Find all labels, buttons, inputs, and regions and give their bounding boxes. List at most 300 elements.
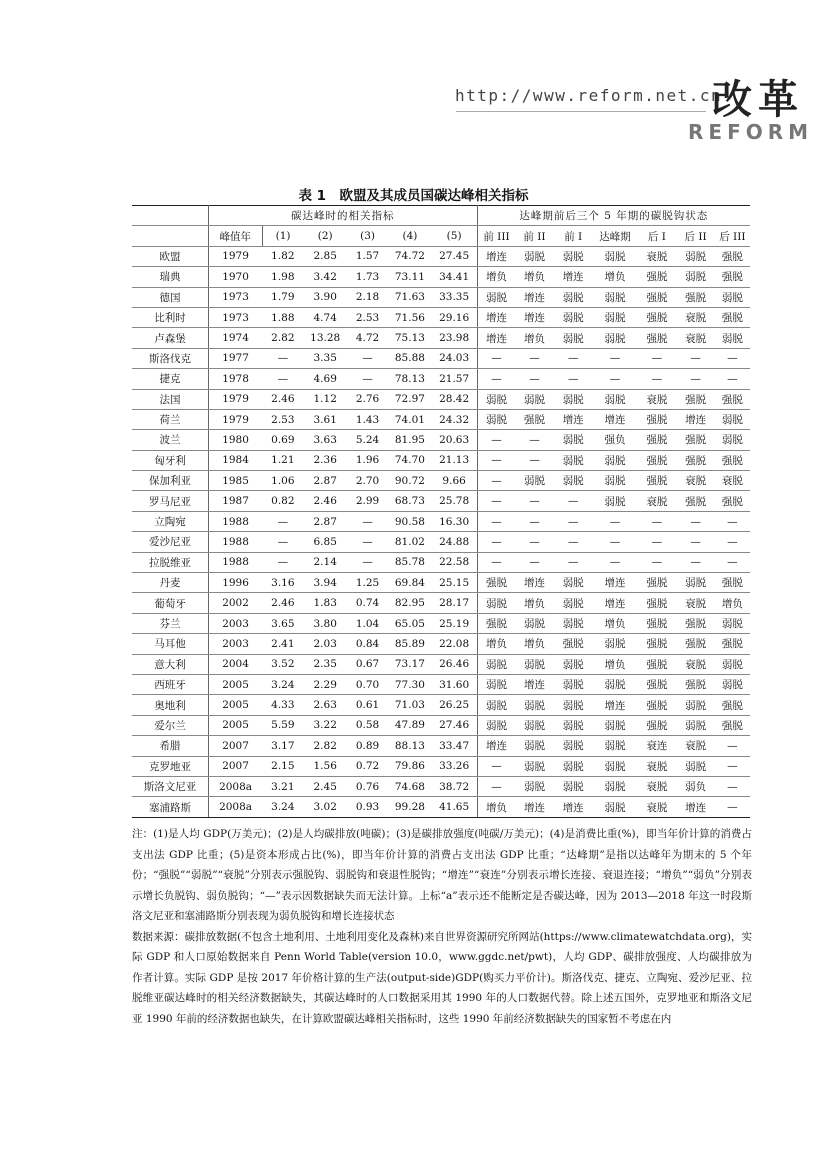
table-cell: 强脱 bbox=[637, 573, 676, 593]
table-cell: 68.73 bbox=[388, 491, 431, 511]
table-cell: 1.98 bbox=[262, 267, 303, 287]
table-cell: 1980 bbox=[208, 430, 262, 450]
table-cell: 3.94 bbox=[304, 573, 347, 593]
table-cell: 强脱 bbox=[554, 634, 593, 654]
table-cell: 3.52 bbox=[262, 654, 303, 674]
table-cell: 3.24 bbox=[262, 674, 303, 694]
table-cell: 20.63 bbox=[432, 430, 478, 450]
table-cell: 1.83 bbox=[304, 593, 347, 613]
table-cell: 9.66 bbox=[432, 471, 478, 491]
table-cell: 增连 bbox=[515, 573, 553, 593]
table-cell: — bbox=[477, 430, 515, 450]
table-cell: 弱脱 bbox=[515, 246, 553, 266]
table-cell: 强脱 bbox=[637, 430, 676, 450]
table-cell: 弱脱 bbox=[593, 776, 637, 796]
table-cell: 增连 bbox=[593, 573, 637, 593]
column-header: (3) bbox=[347, 226, 388, 246]
table-cell: — bbox=[515, 369, 553, 389]
table-cell: — bbox=[676, 348, 714, 368]
table-cell: 3.21 bbox=[262, 776, 303, 796]
table-cell: — bbox=[676, 369, 714, 389]
table-cell: 衰脱 bbox=[676, 593, 714, 613]
table-cell: 3.22 bbox=[304, 715, 347, 735]
table-cell: 增连 bbox=[593, 409, 637, 429]
table-cell: 28.17 bbox=[432, 593, 478, 613]
table-cell: 1.04 bbox=[347, 613, 388, 633]
table-cell: — bbox=[477, 511, 515, 531]
table-cell: 弱脱 bbox=[715, 409, 750, 429]
table-cell: — bbox=[477, 471, 515, 491]
table-cell: 74.72 bbox=[388, 246, 431, 266]
table-cell: 81.95 bbox=[388, 430, 431, 450]
column-header: 前 I bbox=[554, 226, 593, 246]
table-cell: 强脱 bbox=[676, 430, 714, 450]
table-cell: — bbox=[637, 511, 676, 531]
table-cell: 弱脱 bbox=[593, 756, 637, 776]
table-cell: 0.67 bbox=[347, 654, 388, 674]
column-header-row bbox=[132, 226, 750, 246]
table-row bbox=[132, 776, 750, 796]
table-cell: 0.72 bbox=[347, 756, 388, 776]
table-cell: 1973 bbox=[208, 307, 262, 327]
table-cell: 增连 bbox=[676, 797, 714, 817]
table-cell: — bbox=[715, 756, 750, 776]
table-cell: 22.08 bbox=[432, 634, 478, 654]
table-cell: 74.68 bbox=[388, 776, 431, 796]
table-cell: 强脱 bbox=[637, 267, 676, 287]
table-cell: 强脱 bbox=[715, 267, 750, 287]
table-cell: 强脱 bbox=[477, 573, 515, 593]
logo-chinese: 改革 bbox=[712, 77, 804, 123]
table-cell: — bbox=[715, 776, 750, 796]
table-cell: 弱脱 bbox=[515, 736, 553, 756]
table-cell: 2.18 bbox=[347, 287, 388, 307]
table-cell: 27.46 bbox=[432, 715, 478, 735]
table-cell: 强脱 bbox=[715, 573, 750, 593]
table-cell: — bbox=[637, 532, 676, 552]
table-row bbox=[132, 695, 750, 715]
table-cell: 衰脱 bbox=[637, 797, 676, 817]
table-cell: 1987 bbox=[208, 491, 262, 511]
table-cell: 34.41 bbox=[432, 267, 478, 287]
table-cell: — bbox=[515, 491, 553, 511]
table-cell: 2.82 bbox=[262, 328, 303, 348]
table-cell: — bbox=[347, 532, 388, 552]
column-header: 前 II bbox=[515, 226, 553, 246]
source-text: 数据来源：碳排放数据(不包含土地利用、土地利用变化及森林)来自世界资源研究所网站(https://www.climatewatchdata.org)，实际 GDP 和人口原始数据来自 Penn World Table(version 10.0，www.ggdc.net/pwt)，人均 GDP、碳排放强度、人均碳排放为作者计算。实际 GDP 是按 2017 年价格计算的生产法(output-side)GDP(购买力平价计)。斯洛伐克、捷克、立陶宛、爱沙尼亚、拉脱维亚碳达峰时的相关经济数据缺失，其碳达峰时的人口数据采用其 1990 年的人口数据代替。除上述五国外，克罗地亚和斯洛文尼亚 1990 年前的经济数据也缺失，在计算欧盟碳达峰相关指标时，这些 1990 年前经济数据缺失的国家暂不考虑在内 bbox=[132, 930, 752, 1025]
table-cell: 2.87 bbox=[304, 511, 347, 531]
table-cell: 1.73 bbox=[347, 267, 388, 287]
table-cell: 24.88 bbox=[432, 532, 478, 552]
table-cell: 弱脱 bbox=[593, 389, 637, 409]
table-cell: — bbox=[477, 491, 515, 511]
table-cell: 增负 bbox=[477, 634, 515, 654]
table-cell: 弱脱 bbox=[593, 287, 637, 307]
table-cell: 弱脱 bbox=[676, 573, 714, 593]
table-cell: 弱脱 bbox=[593, 797, 637, 817]
table-cell: 65.05 bbox=[388, 613, 431, 633]
table-cell: 强脱 bbox=[637, 450, 676, 470]
country-cell: 意大利 bbox=[132, 654, 208, 674]
table-cell: 强脱 bbox=[715, 695, 750, 715]
indicator-table bbox=[132, 205, 750, 818]
table-cell: 强脱 bbox=[637, 328, 676, 348]
table-cell: 85.88 bbox=[388, 348, 431, 368]
table-cell: — bbox=[637, 348, 676, 368]
table-cell: 弱脱 bbox=[593, 634, 637, 654]
table-cell: — bbox=[515, 532, 553, 552]
table-cell: 增连 bbox=[477, 307, 515, 327]
table-cell: 2.53 bbox=[262, 409, 303, 429]
table-cell: 73.17 bbox=[388, 654, 431, 674]
table-cell: — bbox=[715, 348, 750, 368]
table-cell: — bbox=[593, 369, 637, 389]
country-cell: 德国 bbox=[132, 287, 208, 307]
table-cell: 26.46 bbox=[432, 654, 478, 674]
table-cell: 弱脱 bbox=[676, 695, 714, 715]
table-cell: 2.46 bbox=[304, 491, 347, 511]
table-cell: 2008a bbox=[208, 797, 262, 817]
table-cell: — bbox=[477, 776, 515, 796]
table-cell: 2005 bbox=[208, 674, 262, 694]
table-cell: 1.12 bbox=[304, 389, 347, 409]
country-cell: 波兰 bbox=[132, 430, 208, 450]
table-cell: 弱脱 bbox=[715, 287, 750, 307]
table-cell: 强脱 bbox=[676, 491, 714, 511]
table-cell: 强脱 bbox=[676, 674, 714, 694]
table-cell: 16.30 bbox=[432, 511, 478, 531]
table-cell: 增连 bbox=[593, 695, 637, 715]
country-cell: 法国 bbox=[132, 389, 208, 409]
table-cell: 4.74 bbox=[304, 307, 347, 327]
table-cell: 2005 bbox=[208, 695, 262, 715]
table-cell: 衰脱 bbox=[637, 246, 676, 266]
table-cell: 73.11 bbox=[388, 267, 431, 287]
table-cell: 2.87 bbox=[304, 471, 347, 491]
table-cell: 1988 bbox=[208, 511, 262, 531]
table-cell: 88.13 bbox=[388, 736, 431, 756]
table-cell: 3.42 bbox=[304, 267, 347, 287]
table-cell: 0.74 bbox=[347, 593, 388, 613]
table-cell: 78.13 bbox=[388, 369, 431, 389]
table-cell: 弱脱 bbox=[554, 328, 593, 348]
table-title: 表 1 欧盟及其成员国碳达峰相关指标 bbox=[298, 188, 529, 204]
table-cell: 弱脱 bbox=[477, 287, 515, 307]
table-cell: — bbox=[262, 511, 303, 531]
table-cell: 弱脱 bbox=[477, 654, 515, 674]
table-cell: 弱脱 bbox=[554, 471, 593, 491]
table-cell: 增负 bbox=[593, 654, 637, 674]
table-cell: 强脱 bbox=[637, 471, 676, 491]
table-cell: 弱脱 bbox=[477, 593, 515, 613]
table-cell: 1984 bbox=[208, 450, 262, 470]
table-cell: 74.01 bbox=[388, 409, 431, 429]
table-cell: 衰脱 bbox=[637, 776, 676, 796]
table-cell: 2.46 bbox=[262, 593, 303, 613]
table-cell: — bbox=[347, 552, 388, 572]
table-cell: 77.30 bbox=[388, 674, 431, 694]
table-cell: 强脱 bbox=[676, 450, 714, 470]
table-cell: 衰脱 bbox=[676, 307, 714, 327]
table-cell: 弱脱 bbox=[554, 695, 593, 715]
table-cell: 1996 bbox=[208, 573, 262, 593]
table-cell: 4.69 bbox=[304, 369, 347, 389]
table-cell: 弱脱 bbox=[554, 736, 593, 756]
table-cell: 弱脱 bbox=[715, 613, 750, 633]
table-cell: 增连 bbox=[515, 797, 553, 817]
table-cell: 强脱 bbox=[676, 389, 714, 409]
corner-cell bbox=[132, 206, 208, 226]
table-cell: 1978 bbox=[208, 369, 262, 389]
table-cell: 弱脱 bbox=[515, 654, 553, 674]
country-cell: 希腊 bbox=[132, 736, 208, 756]
table-cell: 弱脱 bbox=[554, 756, 593, 776]
table-cell: 强脱 bbox=[637, 287, 676, 307]
logo-english: REFORM bbox=[688, 120, 814, 144]
country-cell: 爱尔兰 bbox=[132, 715, 208, 735]
table-cell: 4.72 bbox=[347, 328, 388, 348]
table-cell: — bbox=[477, 532, 515, 552]
table-cell: 1.96 bbox=[347, 450, 388, 470]
table-cell: 弱脱 bbox=[715, 654, 750, 674]
country-cell: 瑞典 bbox=[132, 267, 208, 287]
table-cell: — bbox=[262, 552, 303, 572]
table-cell: 弱脱 bbox=[554, 389, 593, 409]
table-cell: 增连 bbox=[554, 267, 593, 287]
table-cell: 弱脱 bbox=[593, 674, 637, 694]
table-cell: 弱脱 bbox=[676, 246, 714, 266]
table-cell: — bbox=[262, 369, 303, 389]
table-cell: 1988 bbox=[208, 532, 262, 552]
table-cell: 26.25 bbox=[432, 695, 478, 715]
table-cell: 1.56 bbox=[304, 756, 347, 776]
country-cell: 拉脱维亚 bbox=[132, 552, 208, 572]
table-cell: 增连 bbox=[515, 307, 553, 327]
column-header: 前 III bbox=[477, 226, 515, 246]
table-cell: 增负 bbox=[477, 797, 515, 817]
table-cell: 2007 bbox=[208, 756, 262, 776]
table-cell: 弱脱 bbox=[715, 430, 750, 450]
table-cell: 衰脱 bbox=[637, 491, 676, 511]
table-cell: 2.15 bbox=[262, 756, 303, 776]
table-cell: 1.06 bbox=[262, 471, 303, 491]
table-cell: 41.65 bbox=[432, 797, 478, 817]
table-cell: 0.70 bbox=[347, 674, 388, 694]
table-cell: 13.28 bbox=[304, 328, 347, 348]
table-cell: 弱脱 bbox=[515, 695, 553, 715]
table-row bbox=[132, 328, 750, 348]
table-cell: — bbox=[262, 348, 303, 368]
table-cell: 2003 bbox=[208, 613, 262, 633]
table-cell: 2.36 bbox=[304, 450, 347, 470]
table-cell: 弱负 bbox=[676, 776, 714, 796]
table-cell: — bbox=[515, 348, 553, 368]
country-cell: 罗马尼亚 bbox=[132, 491, 208, 511]
table-cell: 71.56 bbox=[388, 307, 431, 327]
table-row bbox=[132, 267, 750, 287]
table-cell: 弱脱 bbox=[593, 715, 637, 735]
table-cell: 1985 bbox=[208, 471, 262, 491]
table-cell: 24.03 bbox=[432, 348, 478, 368]
table-cell: — bbox=[637, 369, 676, 389]
table-cell: 弱脱 bbox=[593, 307, 637, 327]
table-cell: 强脱 bbox=[715, 491, 750, 511]
table-cell: — bbox=[554, 369, 593, 389]
table-cell: 2008a bbox=[208, 776, 262, 796]
table-row bbox=[132, 674, 750, 694]
column-header: 后 I bbox=[637, 226, 676, 246]
table-cell: 0.82 bbox=[262, 491, 303, 511]
table-cell: 3.17 bbox=[262, 736, 303, 756]
table-cell: 23.98 bbox=[432, 328, 478, 348]
table-row bbox=[132, 715, 750, 735]
table-cell: 强脱 bbox=[676, 287, 714, 307]
table-cell: — bbox=[715, 736, 750, 756]
table-cell: 弱脱 bbox=[515, 776, 553, 796]
table-cell: — bbox=[347, 369, 388, 389]
table-cell: — bbox=[715, 552, 750, 572]
table-cell: 2.35 bbox=[304, 654, 347, 674]
table-row bbox=[132, 511, 750, 531]
table-row bbox=[132, 450, 750, 470]
table-cell: 增负 bbox=[593, 613, 637, 633]
table-cell: 2.29 bbox=[304, 674, 347, 694]
table-cell: 弱脱 bbox=[554, 654, 593, 674]
table-cell: 2003 bbox=[208, 634, 262, 654]
table-cell: 2.70 bbox=[347, 471, 388, 491]
table-cell: 1.79 bbox=[262, 287, 303, 307]
note-text: 注：(1)是人均 GDP(万美元)；(2)是人均碳排放(吨碳)；(3)是碳排放强度(吨碳/万美元)；(4)是消费比重(%)，即当年价计算的消费占支出法 GDP 比重；(5)是资本形成占比(%)，即当年价计算的消费占支出法 GDP 比重；“达峰期”是指以达峰年为期末的 5 个年份；“强脱”“弱脱”“衰脱”分别表示强脱钩、弱脱钩和衰退性脱钩；“增连”“衰连”分别表示增长连接、衰退连接；“增负”“弱负”分别表示增长负脱钩、弱负脱钩；“—”表示因数据缺失而无法计算。上标“a”表示还不能断定是否碳达峰，因为 2013—2018 年这一时段斯洛文尼亚和塞浦路斯分别表现为弱负脱钩和增长连接状态 bbox=[132, 828, 752, 922]
table-cell: 强脱 bbox=[715, 450, 750, 470]
table-cell: 3.65 bbox=[262, 613, 303, 633]
table-cell: — bbox=[593, 552, 637, 572]
site-url[interactable]: http://www.reform.net.cn bbox=[455, 86, 723, 105]
country-cell: 比利时 bbox=[132, 307, 208, 327]
table-row bbox=[132, 409, 750, 429]
table-cell: 弱脱 bbox=[554, 674, 593, 694]
table-cell: 弱脱 bbox=[477, 389, 515, 409]
table-cell: 2.41 bbox=[262, 634, 303, 654]
table-cell: 1973 bbox=[208, 287, 262, 307]
table-cell: 1979 bbox=[208, 409, 262, 429]
country-cell: 塞浦路斯 bbox=[132, 797, 208, 817]
table-cell: 强脱 bbox=[637, 695, 676, 715]
table-cell: 0.89 bbox=[347, 736, 388, 756]
column-header: 达峰期 bbox=[593, 226, 637, 246]
table-cell: 29.16 bbox=[432, 307, 478, 327]
table-cell: — bbox=[715, 511, 750, 531]
table-cell: 1970 bbox=[208, 267, 262, 287]
country-cell: 芬兰 bbox=[132, 613, 208, 633]
table-cell: 3.63 bbox=[304, 430, 347, 450]
table-row bbox=[132, 307, 750, 327]
country-cell: 卢森堡 bbox=[132, 328, 208, 348]
table-cell: 1979 bbox=[208, 389, 262, 409]
table-cell: 弱脱 bbox=[477, 695, 515, 715]
table-cell: 弱脱 bbox=[477, 674, 515, 694]
group-header-row bbox=[132, 206, 750, 226]
table-cell: 强脱 bbox=[715, 307, 750, 327]
table-cell: 强脱 bbox=[715, 389, 750, 409]
column-header: (2) bbox=[304, 226, 347, 246]
table-cell: 0.76 bbox=[347, 776, 388, 796]
table-cell: 弱脱 bbox=[715, 328, 750, 348]
table-cell: 弱脱 bbox=[515, 389, 553, 409]
table-cell: 弱脱 bbox=[554, 573, 593, 593]
country-cell: 匈牙利 bbox=[132, 450, 208, 470]
table-cell: 衰脱 bbox=[637, 756, 676, 776]
country-cell: 葡萄牙 bbox=[132, 593, 208, 613]
table-cell: — bbox=[715, 797, 750, 817]
table-cell: 衰连 bbox=[637, 736, 676, 756]
table-cell: 弱脱 bbox=[477, 409, 515, 429]
table-cell: 2.03 bbox=[304, 634, 347, 654]
table-cell: 2.45 bbox=[304, 776, 347, 796]
table-cell: 2.63 bbox=[304, 695, 347, 715]
table-cell: 增负 bbox=[515, 267, 553, 287]
table-cell: 强脱 bbox=[637, 634, 676, 654]
table-cell: — bbox=[515, 430, 553, 450]
country-cell: 捷克 bbox=[132, 369, 208, 389]
table-cell: 33.26 bbox=[432, 756, 478, 776]
table-cell: 1.57 bbox=[347, 246, 388, 266]
table-cell: 28.42 bbox=[432, 389, 478, 409]
column-header: 峰值年 bbox=[208, 226, 262, 246]
table-cell: 1.43 bbox=[347, 409, 388, 429]
table-cell: 弱脱 bbox=[554, 430, 593, 450]
country-cell: 西班牙 bbox=[132, 674, 208, 694]
table-cell: 弱脱 bbox=[554, 246, 593, 266]
column-header: (4) bbox=[388, 226, 431, 246]
table-cell: 1977 bbox=[208, 348, 262, 368]
country-cell: 马耳他 bbox=[132, 634, 208, 654]
country-cell: 欧盟 bbox=[132, 246, 208, 266]
table-cell: 2.76 bbox=[347, 389, 388, 409]
table-cell: 74.70 bbox=[388, 450, 431, 470]
table-cell: 90.58 bbox=[388, 511, 431, 531]
column-header: 后 II bbox=[676, 226, 714, 246]
group-header-indicators: 碳达峰时的相关指标 bbox=[208, 206, 477, 226]
table-cell: 弱脱 bbox=[676, 715, 714, 735]
country-cell: 奥地利 bbox=[132, 695, 208, 715]
table-cell: 弱脱 bbox=[715, 674, 750, 694]
table-cell: 85.78 bbox=[388, 552, 431, 572]
table-cell: — bbox=[477, 756, 515, 776]
table-row bbox=[132, 634, 750, 654]
table-cell: — bbox=[477, 450, 515, 470]
table-cell: 33.47 bbox=[432, 736, 478, 756]
table-cell: 强负 bbox=[593, 430, 637, 450]
table-cell: 31.60 bbox=[432, 674, 478, 694]
table-row bbox=[132, 613, 750, 633]
table-cell: 增负 bbox=[593, 267, 637, 287]
table-row bbox=[132, 552, 750, 572]
table-cell: 强脱 bbox=[637, 613, 676, 633]
table-cell: — bbox=[554, 348, 593, 368]
table-cell: 2.46 bbox=[262, 389, 303, 409]
table-cell: 2.85 bbox=[304, 246, 347, 266]
table-cell: 弱脱 bbox=[515, 471, 553, 491]
table-cell: 强脱 bbox=[715, 634, 750, 654]
table-cell: 2.14 bbox=[304, 552, 347, 572]
table-cell: 3.24 bbox=[262, 797, 303, 817]
table-row bbox=[132, 246, 750, 266]
table-cell: — bbox=[676, 552, 714, 572]
table-cell: 增连 bbox=[477, 736, 515, 756]
table-cell: — bbox=[715, 369, 750, 389]
table-cell: 强脱 bbox=[637, 409, 676, 429]
table-cell: 衰脱 bbox=[676, 654, 714, 674]
